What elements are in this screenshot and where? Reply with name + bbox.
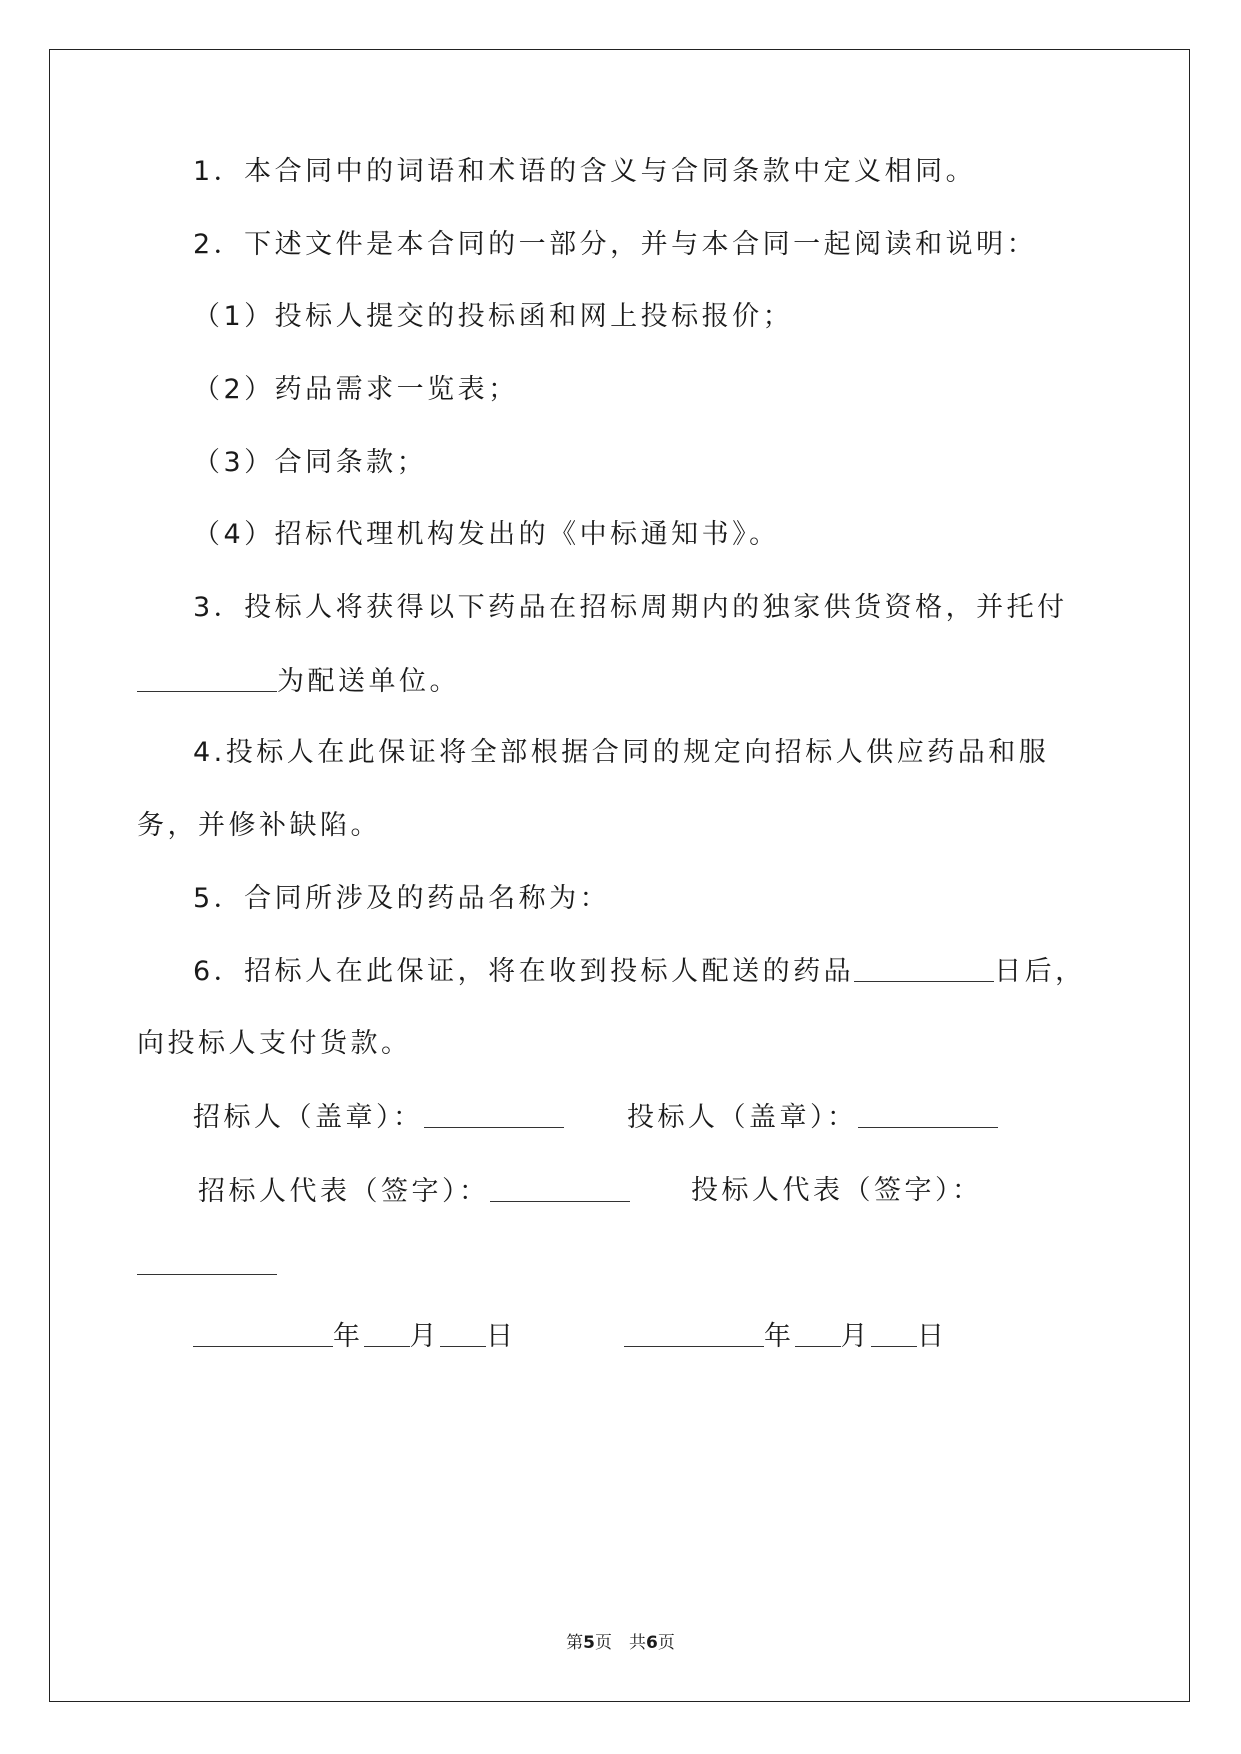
bidder-month-blank — [795, 1322, 841, 1347]
tenderer-rep — [198, 1177, 630, 1205]
footer-suffix: 页 — [657, 1633, 675, 1653]
tenderer-day-blank — [440, 1322, 486, 1347]
tenderer-month-blank — [364, 1322, 410, 1347]
footer-current-page: 5 — [583, 1633, 595, 1653]
clause-4-line-1: 4.投标人在此保证将全部根据合同的规定向招标人供应药品和服 — [193, 737, 1050, 768]
bidder-year-blank — [624, 1322, 764, 1347]
page-footer — [0, 1628, 1241, 1653]
tenderer-month-label: 月 — [409, 1321, 440, 1352]
clause-4-line-2: 务，并修补缺陷。 — [137, 810, 381, 841]
tenderer-rep-label: 招标人代表（签字）： — [198, 1176, 490, 1207]
bidder-year-label: 年 — [764, 1321, 795, 1352]
tenderer-year-label: 年 — [333, 1321, 364, 1352]
bidder-seal-blank — [858, 1103, 998, 1128]
footer-prefix: 第 — [566, 1633, 584, 1653]
clause-6-line-2: 向投标人支付货款。 — [137, 1028, 412, 1059]
tenderer-rep-blank — [490, 1177, 630, 1202]
bidder-date — [624, 1322, 948, 1350]
payment-days-blank — [854, 957, 994, 982]
clause-6-suffix: 日后， — [994, 956, 1086, 987]
list-item-1: （1）投标人提交的投标函和网上投标报价； — [193, 301, 794, 332]
tenderer-year-blank — [193, 1322, 333, 1347]
clause-6-prefix: 6．招标人在此保证，将在收到投标人配送的药品 — [193, 956, 855, 987]
bidder-seal-label: 投标人（盖章）： — [627, 1102, 858, 1133]
clause-2: 2．下述文件是本合同的一部分，并与本合同一起阅读和说明： — [193, 229, 1038, 260]
tenderer-date — [193, 1322, 517, 1350]
bidder-day-blank — [871, 1322, 917, 1347]
list-item-2: （2）药品需求一览表； — [193, 374, 519, 405]
page-border — [49, 49, 1190, 1702]
footer-mid: 页 共 — [595, 1633, 646, 1653]
tenderer-seal-label: 招标人（盖章）： — [193, 1102, 424, 1133]
bidder-rep-line — [137, 1250, 277, 1278]
clause-5: 5．合同所涉及的药品名称为： — [193, 883, 611, 914]
bidder-seal — [627, 1103, 998, 1131]
footer-total-pages: 6 — [646, 1633, 658, 1653]
tenderer-seal — [193, 1103, 564, 1131]
bidder-rep-blank — [137, 1250, 277, 1275]
tenderer-day-label: 日 — [486, 1321, 517, 1352]
clause-3-line-1: 3．投标人将获得以下药品在招标周期内的独家供货资格，并托付 — [193, 592, 1068, 623]
list-item-4: （4）招标代理机构发出的《中标通知书》。 — [193, 519, 780, 550]
bidder-rep-label: 投标人代表（签字）： — [691, 1175, 983, 1206]
tenderer-seal-blank — [424, 1103, 564, 1128]
delivery-unit-blank — [137, 667, 277, 692]
bidder-day-label: 日 — [917, 1321, 948, 1352]
clause-3-line-2 — [137, 667, 460, 695]
bidder-month-label: 月 — [840, 1321, 871, 1352]
list-item-3: （3）合同条款； — [193, 447, 428, 478]
clause-6-line-1 — [193, 957, 1086, 985]
clause-3-suffix: 为配送单位。 — [277, 666, 460, 697]
clause-1: 1．本合同中的词语和术语的含义与合同条款中定义相同。 — [193, 156, 977, 187]
